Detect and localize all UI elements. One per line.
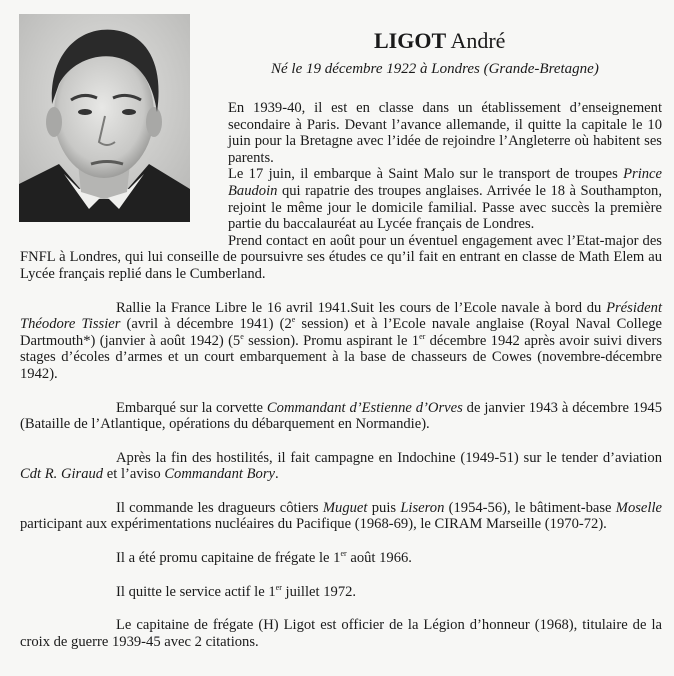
surname: LIGOT [374, 28, 447, 53]
ship-name: Prince Baudoin [228, 166, 662, 199]
paragraph-france-libre [20, 300, 662, 383]
ship-name: Liseron [400, 499, 445, 516]
paragraph-schooling: En 1939-40, il est en classe dans un établissement d’enseignement secondaire à Paris. Devant l’avance allemande, il quitte la capitale le 10 juin pour la Bretagne avec l’idée de rejoindre l’Angleterre où habitent ses parents. [228, 100, 662, 166]
superscript: e [291, 315, 296, 325]
paragraph-promotion [20, 550, 662, 567]
superscript: er [419, 331, 426, 341]
birth-line: Né le 19 décembre 1922 à Londres (Grande-Bretagne) [271, 61, 599, 77]
text: Après la fin des hostilités, il fait campagne en Indochine (1949-51) sur le tender d’aviation [116, 449, 662, 466]
ship-name: Commandant d’Estienne d’Orves [266, 399, 463, 416]
ship-name: Muguet [322, 499, 368, 516]
text: juillet 1972. [281, 583, 357, 600]
person-name-heading [374, 28, 505, 54]
paragraph-indochine [20, 450, 662, 483]
text: . [274, 466, 279, 483]
superscript: e [240, 331, 244, 341]
text: Il commande les dragueurs côtiers [116, 499, 323, 516]
paragraph-honours: Le capitaine de frégate (H) Ligot est officier de la Légion d’honneur (1968), titulaire de la croix de guerre 1939-45 avec 2 citations. [20, 617, 662, 650]
text: puis [367, 499, 401, 516]
text: et l’aviso [103, 466, 165, 483]
ship-name: Commandant Bory [164, 466, 275, 483]
paragraph-commands [20, 500, 662, 533]
paragraph-fnfl-contact: Prend contact en août pour un éventuel engagement avec l’Etat-major des FNFL à Londres, qui lui conseille de poursuivre ses études ce qu’il fait en entrant en classe de Math Elem au Lycée français replié dans le Cumberland. [20, 232, 662, 282]
text: participant aux expérimentations nucléaires du Pacifique (1968-69), le CIRAM Marseille (1970-72). [20, 516, 607, 533]
paragraph-embarkation [228, 166, 662, 232]
text: Il quitte le service actif le 1 [116, 583, 276, 600]
text: décembre 1942 après avoir suivi divers stages d’écoles d’armes et un court embarquement à la base de chasseurs de Cowes (novembre-décembre 1942). [20, 332, 663, 382]
superscript: er [275, 582, 282, 592]
paragraph-corvette [20, 400, 662, 433]
text: (avril à décembre 1941) (2 [120, 316, 292, 333]
ship-name: Moselle [615, 499, 662, 516]
text: (1954-56), le bâtiment-base [444, 499, 616, 516]
ship-name: Cdt R. Giraud [20, 466, 104, 483]
text: Embarqué sur la corvette [116, 399, 267, 416]
paragraph-retirement [20, 584, 662, 601]
text: session) et à l’Ecole navale anglaise (Royal Naval College Dartmouth*) (janvier à août 1942) (5 [20, 316, 662, 349]
ship-name: Président Théodore Tissier [20, 299, 662, 333]
text: qui rapatrie des troupes anglaises. Arrivée le 18 à Southampton, rejoint le même jour le domicile familial. Passe avec succès la première partie du baccalauréat au Lycée français de Londres. [228, 182, 662, 233]
text: Le 17 juin, il embarque à Saint Malo sur le transport de troupes [228, 166, 624, 183]
superscript: er [340, 549, 347, 559]
text: Il a été promu capitaine de frégate le 1 [116, 550, 341, 567]
text: août 1966. [346, 550, 412, 567]
text: Rallie la France Libre le 16 avril 1941.Suit les cours de l’Ecole navale à bord du [116, 299, 607, 316]
given-name: André [450, 28, 506, 53]
text: session). Promu aspirant le 1 [243, 332, 420, 349]
biography-text [20, 100, 662, 650]
text: de janvier 1943 à décembre 1945 (Bataille de l’Atlantique, opérations du débarquement en Normandie). [20, 399, 662, 433]
